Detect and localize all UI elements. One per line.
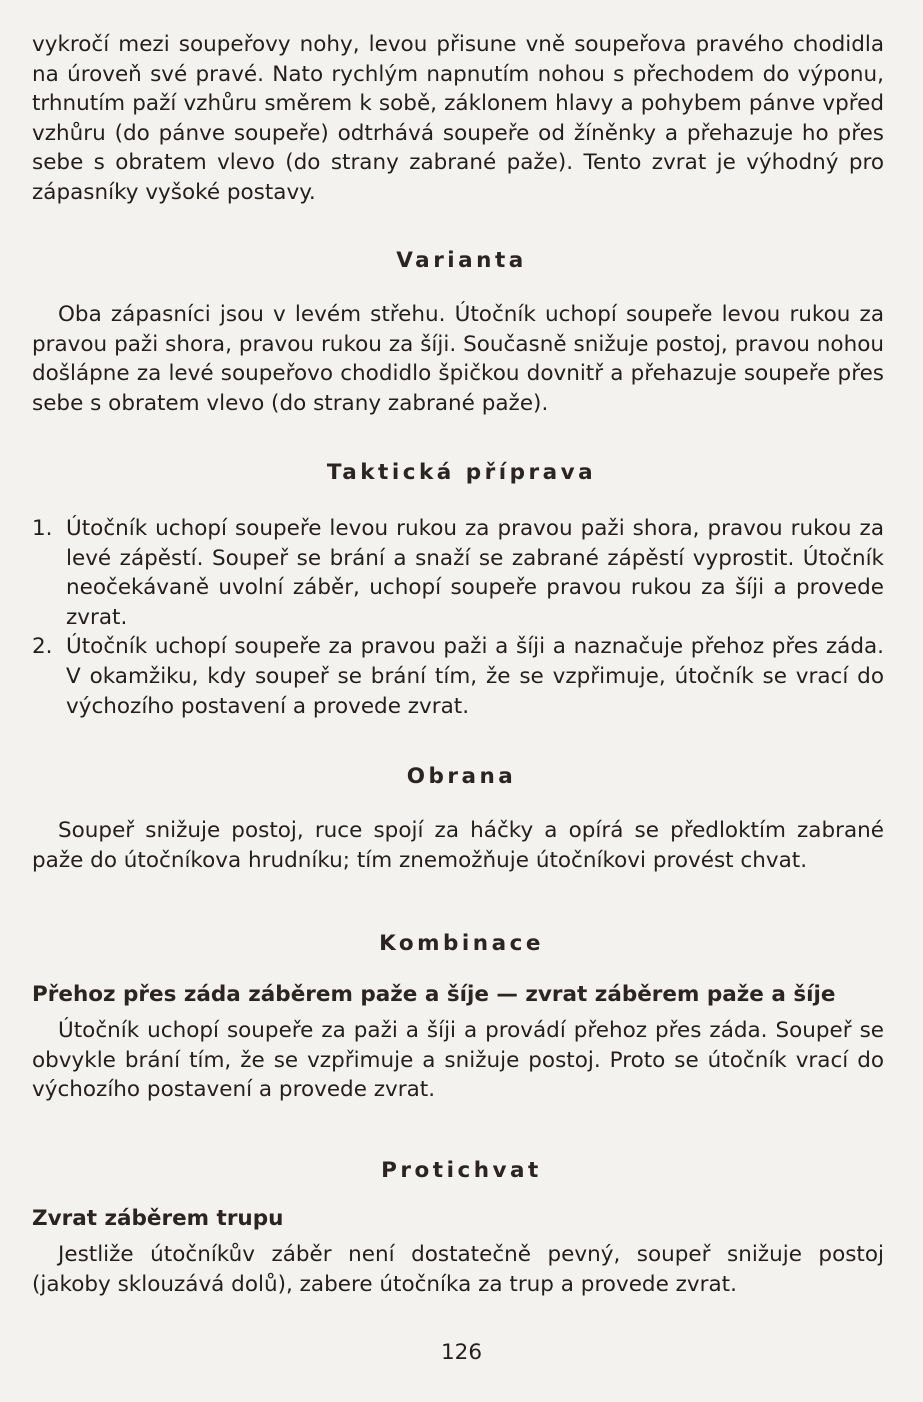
list-item-text: Útočník uchopí soupeře za pravou paži a šíji a naznačuje přehoz přes záda. V okamžiku, kdy soupeř se brání tím, že se vzpřimuje, útočník se vrací do výchozího postavení a provede zvrat. — [66, 634, 884, 719]
counter-subheading: Zvrat záběrem trupu — [32, 1206, 284, 1231]
combination-subheading: Přehoz přes záda záběrem paže a šíje — zvrat záběrem paže a šíje — [32, 982, 836, 1007]
list-item-number: 1. — [32, 516, 53, 541]
counter-paragraph: Jestliže útočníkův záběr není dostatečně pevný, soupeř snižuje postoj (jakoby sklouzává dolů), zabere útočníka za trup a provede zvrat. — [32, 1242, 884, 1297]
intro-paragraph: vykročí mezi soupeřovy nohy, levou přisune vně soupeřova pravého chodidla na úroveň své pravé. Nato rychlým napnutím nohou s přechodem do výponu, trhnutím paží vzhůru směrem k sobě, záklonem hlavy a pohybem pánve vpřed vzhůru (do pánve soupeře) odtrhává soupeře od žíněnky a přehazuje ho přes sebe s obratem vlevo (do strany zabrané paže). Tento zvrat je výhodný pro zápasníky vyšoké postavy. — [32, 32, 884, 205]
heading-combination: Kombinace — [379, 931, 544, 956]
list-item-number: 2. — [32, 634, 53, 660]
variant-paragraph: Oba zápasníci jsou v levém střehu. Útočník uchopí soupeře levou rukou za pravou paži shora, pravou rukou za šíji. Současně snižuje postoj, pravou nohou došlápne za levé soupeřovo chodidlo špičkou dovnitř a přehazuje soupeře přes sebe s obratem vlevo (do strany zabrané paže). — [32, 302, 884, 416]
heading-variant: Varianta — [396, 248, 527, 273]
defense-paragraph: Soupeř snižuje postoj, ruce spojí za háčky a opírá se předloktím zabrané paže do útočníkova hrudníku; tím znemožňuje útočníkovi provést chvat. — [32, 818, 884, 873]
heading-tactical-preparation: Taktická příprava — [326, 460, 597, 485]
heading-counter: Protichvat — [381, 1158, 542, 1183]
list-item-text: Útočník uchopí soupeře levou rukou za pravou paži shora, pravou rukou za levé zápěstí. Soupeř se brání a snaží se zabrané zápěstí vyprostit. Útočník neočekávaně uvolní záběr, uchopí soupeře pravou rukou za šíji a provede zvrat. — [66, 516, 884, 630]
list-item — [32, 514, 884, 632]
tactical-list — [32, 514, 884, 721]
combination-paragraph: Útočník uchopí soupeře za paži a šíji a provádí přehoz přes záda. Soupeř se obvykle brání tím, že se vzpřimuje a snižuje postoj. Proto se útočník vrací do výchozího postavení a provede zvrat. — [32, 1018, 884, 1103]
page-number: 126 — [440, 1340, 483, 1365]
heading-defense: Obrana — [406, 764, 517, 789]
list-item — [32, 632, 884, 721]
